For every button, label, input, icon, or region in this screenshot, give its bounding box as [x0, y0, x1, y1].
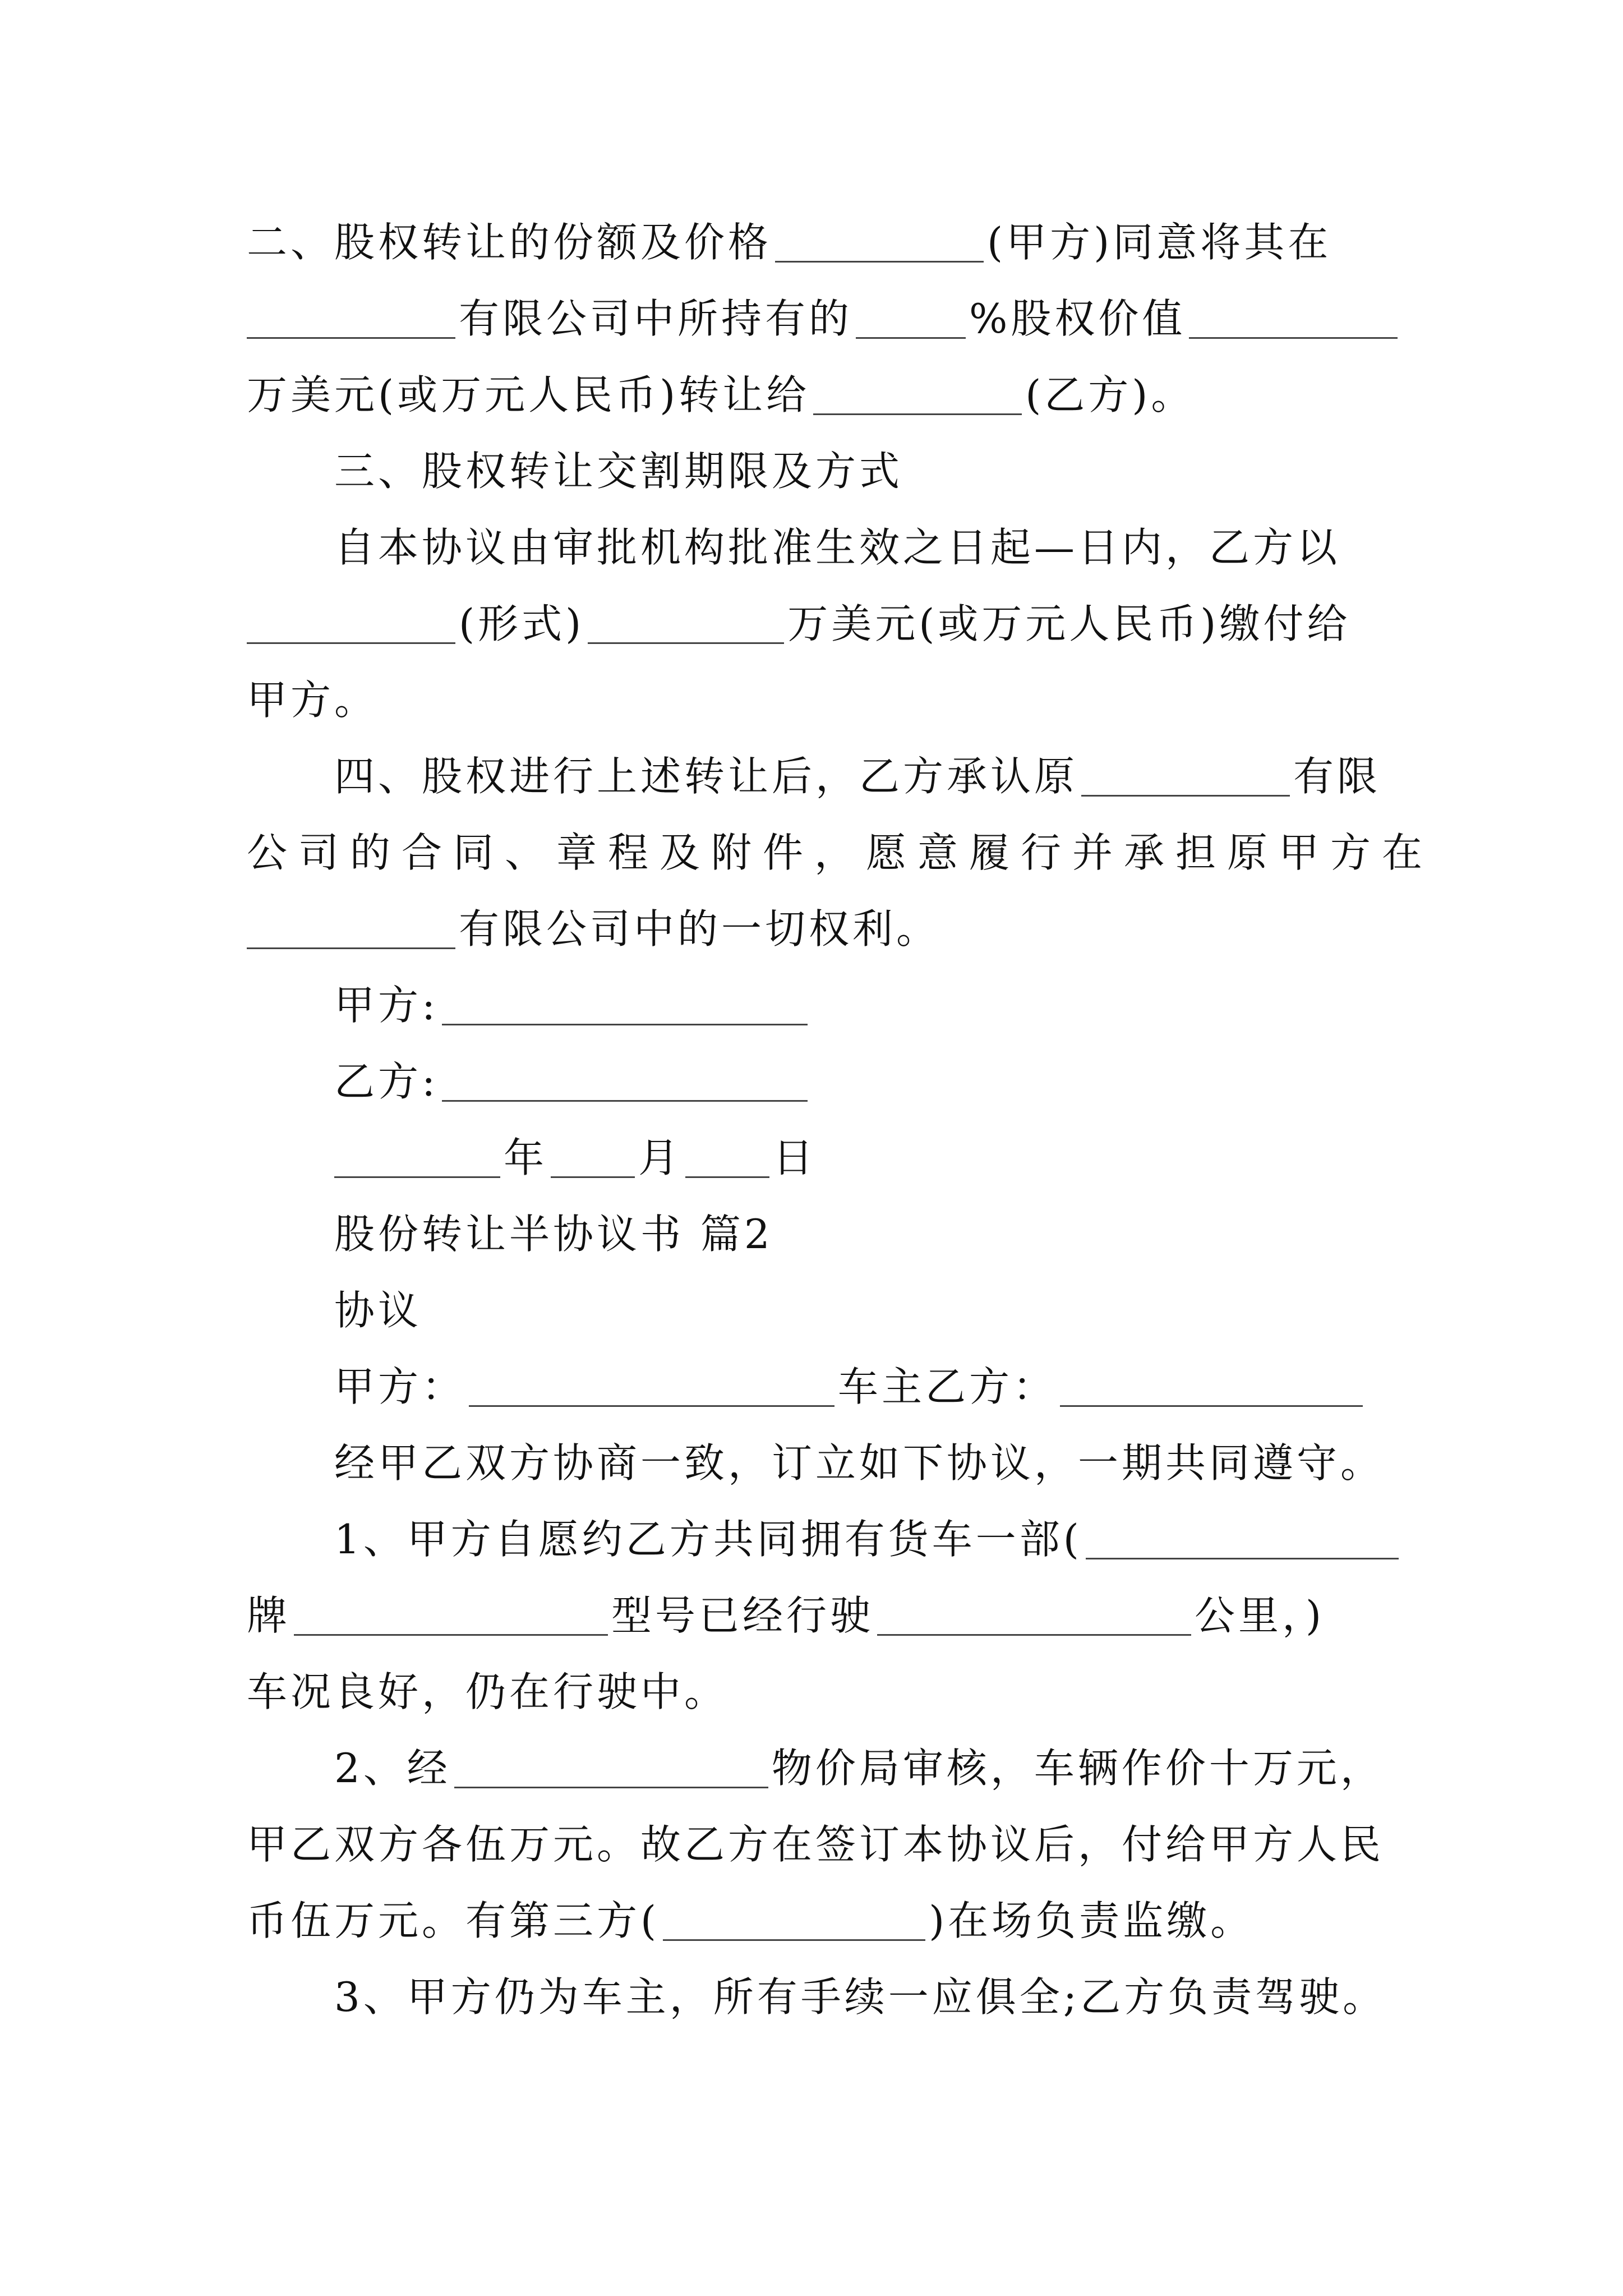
intro-line: [334, 1424, 1411, 1502]
sign-jia-label: 甲方:: [334, 982, 439, 1029]
agreement-title-line: [334, 1271, 1490, 1350]
blank-field: [588, 641, 784, 644]
parties-line: [334, 1347, 1490, 1426]
s2-line-1: [247, 203, 1402, 282]
c3-text: 3、甲方仍为车主，所有手续一应俱全;乙方负责驾驶。: [334, 1973, 1387, 2021]
c1-line-1: [334, 1500, 1402, 1579]
sign-yi-line: [334, 1042, 1490, 1121]
date-year-label: 年: [504, 1134, 548, 1181]
c2-third-party: 币伍万元。有第三方(: [247, 1897, 660, 1944]
c2-line-1: [334, 1729, 1402, 1807]
year-field: [334, 1175, 500, 1178]
c1-line-2: [247, 1576, 1402, 1655]
s2-line-2: [247, 279, 1402, 358]
blank-field: [247, 946, 455, 949]
day-field: [685, 1175, 769, 1178]
c2-line-3: [247, 1881, 1402, 1960]
blank-field: [1086, 1557, 1399, 1559]
blank-field: [1081, 794, 1290, 797]
blank-field: [1189, 336, 1398, 339]
s2-amount: 万美元(或万元人民币)转让给: [247, 371, 810, 418]
c1-model: 型号已经行驶: [611, 1592, 874, 1639]
s3-title: 三、股权转让交割期限及方式: [334, 448, 903, 495]
c2-line-2: [247, 1805, 1402, 1884]
blank-field: [454, 1786, 768, 1788]
party-yi-field: [1060, 1404, 1363, 1407]
c2-start: 2、经: [334, 1745, 451, 1792]
blank-field: [775, 260, 984, 263]
month-field: [551, 1175, 635, 1178]
s2-jiafang: (甲方)同意将其在: [987, 219, 1332, 266]
s4-line-3: [247, 890, 1402, 968]
sign-jia-line: [334, 966, 1490, 1045]
chapter-title: 股份转让半协议书 篇2: [334, 1211, 773, 1258]
c1-km: 公里，): [1195, 1592, 1325, 1639]
s3-line-3: [247, 661, 1402, 739]
s4-start: 四、股权进行上述转让后，乙方承认原: [334, 753, 1078, 800]
signature-field: [442, 1023, 808, 1025]
s3-title-line: [334, 432, 1490, 510]
s3-text: 自本协议由审批机构批准生效之日起—日内，乙方以: [334, 524, 1341, 571]
c1-pai: 牌: [247, 1592, 291, 1639]
c2-price: 物价局审核，车辆作价十万元，: [771, 1745, 1384, 1792]
s2-company: 有限公司中所持有的: [459, 295, 853, 342]
signature-field: [442, 1099, 808, 1102]
party-jia-field: [469, 1404, 834, 1407]
s4-end: 有限公司中的一切权利。: [459, 905, 940, 953]
s3-form: (形式): [459, 600, 585, 647]
s3-line-1: [334, 508, 1402, 587]
intro-text: 经甲乙双方协商一致，订立如下协议，一期共同遵守。: [334, 1439, 1385, 1487]
blank-field: [247, 641, 455, 644]
chapter-title-line: [334, 1195, 1490, 1273]
s4-youxian: 有限: [1293, 753, 1381, 800]
party-yi-label: 车主乙方：: [838, 1363, 1057, 1410]
blank-field: [877, 1633, 1191, 1636]
c1-end: 车况良好，仍在行驶中。: [247, 1668, 728, 1715]
s2-line-3: [247, 356, 1402, 434]
s2-yifang: (乙方)。: [1025, 371, 1195, 418]
s4-text: 公司的合同、章程及附件，愿意履行并承担原甲方在: [247, 829, 1434, 876]
s2-percent: %股权价值: [969, 295, 1186, 342]
c3-line: [334, 1958, 1411, 2036]
c2-end: )在场负责监缴。: [929, 1897, 1255, 1944]
s3-line-2: [247, 585, 1402, 663]
blank-field: [813, 412, 1022, 415]
date-line: [334, 1119, 1490, 1197]
agreement-title: 协议: [334, 1287, 422, 1334]
blank-field: [247, 336, 455, 339]
c1-line-3: [247, 1653, 1402, 1731]
s4-line-2: [247, 813, 1434, 892]
blank-field: [856, 336, 966, 339]
s2-title: 二、股权转让的份额及价格: [247, 219, 772, 266]
party-jia-label: 甲方：: [334, 1363, 466, 1410]
blank-field: [663, 1938, 925, 1941]
sign-yi-label: 乙方:: [334, 1058, 439, 1105]
date-day-label: 日: [773, 1134, 817, 1181]
c2-text: 甲乙双方各伍万元。故乙方在签订本协议后，付给甲方人民: [247, 1821, 1385, 1868]
s3-end: 甲方。: [247, 677, 379, 724]
c1-start: 1、甲方自愿约乙方共同拥有货车一部(: [334, 1516, 1082, 1563]
date-month-label: 月: [638, 1134, 683, 1181]
s4-line-1: [334, 737, 1402, 816]
blank-field: [294, 1633, 608, 1636]
s3-amount: 万美元(或万元人民币)缴付给: [787, 600, 1351, 647]
